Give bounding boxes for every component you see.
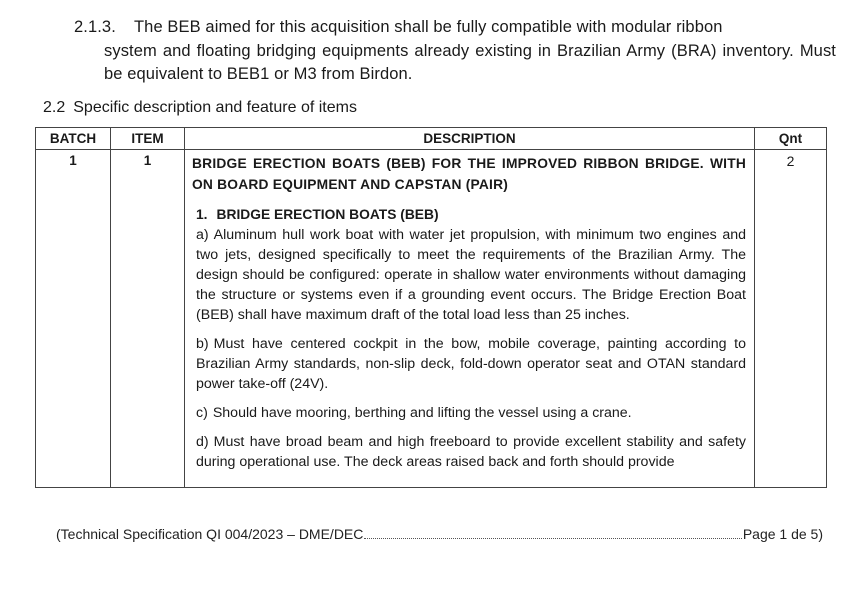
section-title: Specific description and feature of items [73, 99, 357, 116]
items-table [35, 127, 827, 488]
clause-text-first-line: The BEB aimed for this acquisition shall be fully compatible with modular ribbon [134, 18, 723, 36]
section-number: 2.2 [43, 99, 66, 116]
cell-description [185, 150, 755, 488]
footer-spec-reference: (Technical Specification QI 004/2023 – DME/DEC [56, 526, 364, 542]
header-batch: BATCH [36, 128, 111, 150]
paragraph-label: b) [196, 336, 209, 352]
header-qnt: Qnt [755, 128, 827, 150]
paragraph-d [192, 432, 746, 472]
paragraph-text: Must have centered cockpit in the bow, mobile coverage, painting according to Brazilian Army standards, non-slip deck, fold-down operator seat and OTAN standard power take-off (24V). [196, 336, 746, 392]
clause-text-continuation: system and floating bridging equipments already existing in Brazilian Army (BRA) inventory. Must be equivalent to BEB1 or M3 from Birdon. [104, 41, 836, 83]
paragraph-text: Should have mooring, berthing and lifting the vessel using a crane. [212, 405, 632, 421]
page-footer [56, 524, 823, 544]
clause-2-1-3 [74, 16, 836, 87]
subsection-number: 1. [196, 207, 208, 222]
cell-item: 1 [111, 150, 185, 488]
paragraph-text: Aluminum hull work boat with water jet propulsion, with minimum two engines and two jets, designed specifically to meet the requirements of the Brazilian Army. The design should be configured: operate in shallow water environments without damaging the structure or systems even if a grounding event occurs. The Bridge Erection Boat (BEB) shall have maximum draft of the total load less than 25 inches. [196, 227, 746, 323]
paragraph-text: Must have broad beam and high freeboard to provide excellent stability and safety during operational use. The deck areas raised back and forth should provide [196, 434, 746, 470]
paragraph-b [192, 334, 746, 394]
cell-batch: 1 [36, 150, 111, 488]
paragraph-c [192, 403, 746, 423]
footer-dot-leader [364, 525, 741, 539]
cell-qnt: 2 [755, 150, 827, 488]
paragraph-label: c) [196, 405, 208, 421]
footer-page-number: Page 1 de 5) [742, 526, 823, 542]
section-heading [43, 97, 357, 119]
paragraph-label: a) [196, 227, 209, 243]
header-description: DESCRIPTION [185, 128, 755, 150]
table-row [36, 150, 827, 488]
subsection-heading [192, 205, 746, 225]
paragraph-a [192, 225, 746, 325]
header-item: ITEM [111, 128, 185, 150]
item-title: BRIDGE ERECTION BOATS (BEB) FOR THE IMPROVED RIBBON BRIDGE. WITH ON BOARD EQUIPMENT AND CAPSTAN (PAIR) [192, 156, 746, 192]
subsection-title: BRIDGE ERECTION BOATS (BEB) [216, 207, 439, 222]
clause-number: 2.1.3. [74, 18, 116, 36]
paragraph-label: d) [196, 434, 209, 450]
table-header-row [36, 128, 827, 150]
